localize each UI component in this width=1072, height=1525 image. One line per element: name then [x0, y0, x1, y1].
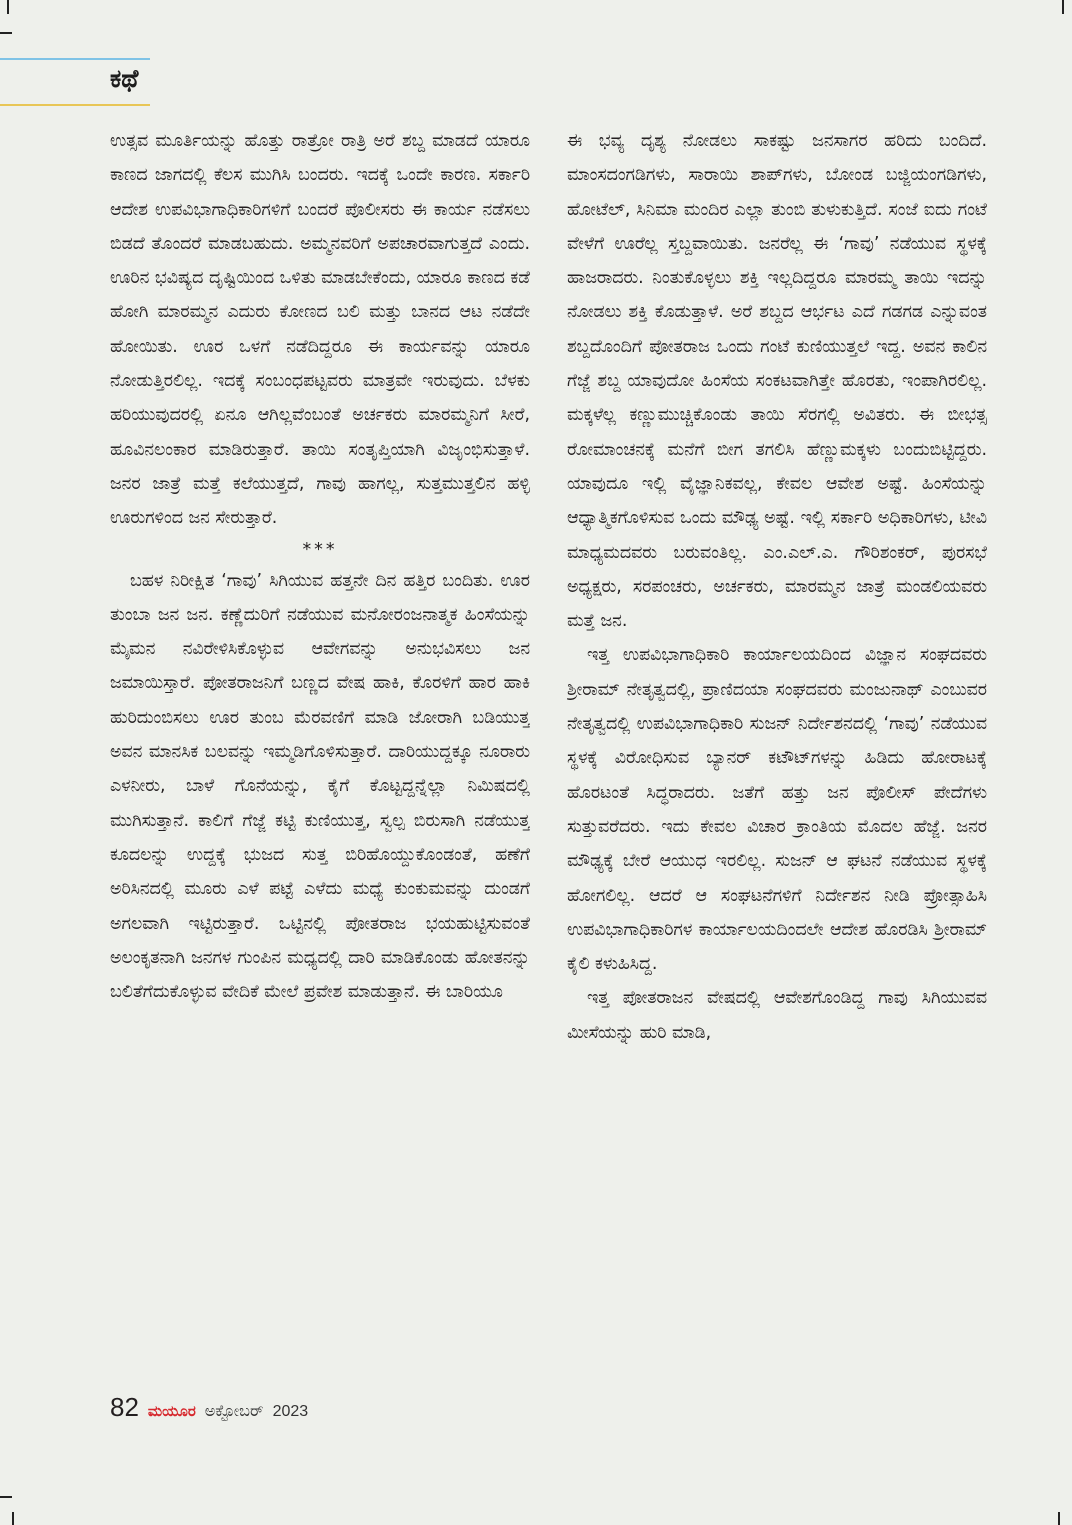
- paragraph: ಬಹಳ ನಿರೀಕ್ಷಿತ ‘ಗಾವು’ ಸಿಗಿಯುವ ಹತ್ತನೇ ದಿನ ಹತ್ತಿರ ಬಂದಿತು. ಊರ ತುಂಬಾ ಜನ ಜನ. ಕಣ್ಣೆದುರಿಗೆ ನಡೆಯುವ ಮನೋರಂಜನಾತ್ಮಕ ಹಿಂಸೆಯನ್ನು ಮೈಮನ ನವಿರೇಳಿಸಿಕೊಳ್ಳುವ ಆವೇಗವನ್ನು ಅನುಭವಿಸಲು ಜನ ಜಮಾಯಿಸ್ತಾರೆ. ಪೋತರಾಜನಿಗೆ ಬಣ್ಣದ ವೇಷ ಹಾಕಿ, ಕೊರಳಿಗೆ ಹಾರ ಹಾಕಿ ಹುರಿದುಂಬಿಸಲು ಊರ ತುಂಬ ಮೆರವಣಿಗೆ ಮಾಡಿ ಜೋರಾಗಿ ಬಡಿಯುತ್ತ ಅವನ ಮಾನಸಿಕ ಬಲವನ್ನು ಇಮ್ಮಡಿಗೊಳಿಸುತ್ತಾರೆ. ದಾರಿಯುದ್ದಕ್ಕೂ ನೂರಾರು ಎಳನೀರು, ಬಾಳೆ ಗೊನೆಯನ್ನು, ಕೈಗೆ ಕೊಟ್ಟದ್ದನ್ನೆಲ್ಲಾ ನಿಮಿಷದಲ್ಲಿ ಮುಗಿಸುತ್ತಾನೆ. ಕಾಲಿಗೆ ಗೆಜ್ಜೆ ಕಟ್ಟಿ ಕುಣಿಯುತ್ತ, ಸ್ವಲ್ಪ ಬಿರುಸಾಗಿ ನಡೆಯುತ್ತ ಕೂದಲನ್ನು ಉದ್ದಕ್ಕೆ ಭುಜದ ಸುತ್ತ ಬಿರಿಹೊಯ್ದುಕೊಂಡಂತೆ, ಹಣೆಗೆ ಅರಿಸಿನದಲ್ಲಿ ಮೂರು ಎಳೆ ಪಟ್ಟೆ ಎಳೆದು ಮಧ್ಯೆ ಕುಂಕುಮವನ್ನು ದುಂಡಗೆ ಅಗಲವಾಗಿ ಇಟ್ಟಿರುತ್ತಾರೆ. ಒಟ್ಟಿನಲ್ಲಿ ಪೋತರಾಜ ಭಯಹುಟ್ಟಿಸುವಂತೆ ಅಲಂಕೃತನಾಗಿ ಜನಗಳ ಗುಂಪಿನ ಮಧ್ಯದಲ್ಲಿ ದಾರಿ ಮಾಡಿಕೊಂಡು ಹೋತನನ್ನು ಬಲಿತೆಗೆದುಕೊಳ್ಳುವ ವೇದಿಕೆ ಮೇಲೆ ಪ್ರವೇಶ ಮಾಡುತ್ತಾನೆ. ಈ ಬಾರಿಯೂ: [110, 570, 530, 1003]
- magazine-logo: ಮಯೂರ: [147, 1402, 196, 1420]
- paragraph: ಈ ಭವ್ಯ ದೃಶ್ಯ ನೋಡಲು ಸಾಕಷ್ಟು ಜನಸಾಗರ ಹರಿದು ಬಂದಿದೆ. ಮಾಂಸದಂಗಡಿಗಳು, ಸಾರಾಯಿ ಶಾಪ್‌ಗಳು, ಬೋಂಡ ಬಜ್ಜಿಯಂಗಡಿಗಳು, ಹೋಟೆಲ್, ಸಿನಿಮಾ ಮಂದಿರ ಎಲ್ಲಾ ತುಂಬಿ ತುಳುಕುತ್ತಿದೆ. ಸಂಜೆ ಐದು ಗಂಟೆ ವೇಳೆಗೆ ಊರೆಲ್ಲ ಸ್ತಬ್ದವಾಯಿತು. ಜನರೆಲ್ಲ ಈ ‘ಗಾವು’ ನಡೆಯುವ ಸ್ಥಳಕ್ಕೆ ಹಾಜರಾದರು. ನಿಂತುಕೊಳ್ಳಲು ಶಕ್ತಿ ಇಲ್ಲದಿದ್ದರೂ ಮಾರಮ್ಮ ತಾಯಿ ಇದನ್ನು ನೋಡಲು ಶಕ್ತಿ ಕೊಡುತ್ತಾಳೆ. ಅರೆ ಶಬ್ದದ ಆರ್ಭಟ ಎದೆ ಗಡಗಡ ಎನ್ನುವಂತ ಶಬ್ದದೊಂದಿಗೆ ಪೋತರಾಜ ಒಂದು ಗಂಟೆ ಕುಣಿಯುತ್ತಲೆ ಇದ್ದ. ಅವನ ಕಾಲಿನ ಗೆಜ್ಜೆ ಶಬ್ದ ಯಾವುದೋ ಹಿಂಸೆಯ ಸಂಕಟವಾಗಿತ್ತೇ ಹೊರತು, ಇಂಪಾಗಿರಲಿಲ್ಲ. ಮಕ್ಕಳೆಲ್ಲ ಕಣ್ಣುಮುಚ್ಚಿಕೊಂಡು ತಾಯಿ ಸೆರಗಲ್ಲಿ ಅವಿತರು. ಈ ಬೀಭತ್ಸ ರೋಮಾಂಚನಕ್ಕೆ ಮನೆಗೆ ಬೀಗ ತಗಲಿಸಿ ಹೆಣ್ಣುಮಕ್ಕಳು ಬಂದುಬಿಟ್ಟಿದ್ದರು. ಯಾವುದೂ ಇಲ್ಲಿ ವೈಜ್ಞಾನಿಕವಲ್ಲ, ಕೇವಲ ಆವೇಶ ಅಷ್ಟೆ. ಹಿಂಸೆಯನ್ನು ಆಧ್ಯಾತ್ಮಿಕಗೊಳಿಸುವ ಒಂದು ಮೌಢ್ಯ ಅಷ್ಟೆ. ಇಲ್ಲಿ ಸರ್ಕಾರಿ ಅಧಿಕಾರಿಗಳು, ಟೀವಿ ಮಾಧ್ಯಮದವರು ಬರುವಂತಿಲ್ಲ. ಎಂ.ಎಲ್.ಎ. ಗೌರಿಶಂಕರ್, ಪುರಸಭೆ ಅಧ್ಯಕ್ಷರು, ಸರಪಂಚರು, ಅರ್ಚಕರು, ಮಾರಮ್ಮನ ಜಾತ್ರೆ ಮಂಡಲಿಯವರು ಮತ್ತೆ ಜನ.: [567, 131, 987, 632]
- page-footer: [110, 1392, 308, 1423]
- issue-year: 2023: [272, 1403, 309, 1420]
- crop-mark-bottom-left: [12, 1512, 14, 1525]
- page-number: 82: [110, 1392, 139, 1422]
- crop-mark-top-left: [7, 0, 9, 14]
- crop-mark-bottom-right: [1058, 1512, 1060, 1525]
- header-rule-blue: [0, 58, 150, 60]
- issue-month: ಅಕ್ಟೋಬರ್: [204, 1401, 264, 1420]
- section-label: ಕಥೆ: [110, 64, 139, 93]
- right-column: [567, 124, 987, 1374]
- left-column: [110, 124, 530, 1374]
- paragraph: ಇತ್ತ ಪೋತರಾಜನ ವೇಷದಲ್ಲಿ ಆವೇಶಗೊಂಡಿದ್ದ ಗಾವು ಸಿಗಿಯುವವ ಮೀಸೆಯನ್ನು ಹುರಿ ಮಾಡಿ,: [567, 988, 987, 1043]
- crop-mark-left-upper: [0, 32, 12, 34]
- section-break: ***: [302, 539, 338, 560]
- paragraph: ಇತ್ತ ಉಪವಿಭಾಗಾಧಿಕಾರಿ ಕಾರ್ಯಾಲಯದಿಂದ ವಿಜ್ಞಾನ ಸಂಘದವರು ಶ್ರೀರಾಮ್ ನೇತೃತ್ವದಲ್ಲಿ, ಪ್ರಾಣಿದಯಾ ಸಂಘದವರು ಮಂಜುನಾಥ್ ಎಂಬುವರ ನೇತೃತ್ವದಲ್ಲಿ ಉಪವಿಭಾಗಾಧಿಕಾರಿ ಸುಜನ್ ನಿರ್ದೇಶನದಲ್ಲಿ ‘ಗಾವು’ ನಡೆಯುವ ಸ್ಥಳಕ್ಕೆ ವಿರೋಧಿಸುವ ಬ್ಯಾನರ್ ಕಟೌಟ್‌ಗಳನ್ನು ಹಿಡಿದು ಹೋರಾಟಕ್ಕೆ ಹೊರಟಂತೆ ಸಿದ್ಧರಾದರು. ಜತೆಗೆ ಹತ್ತು ಜನ ಪೊಲೀಸ್ ಪೇದೆಗಳು ಸುತ್ತುವರೆದರು. ಇದು ಕೇವಲ ವಿಚಾರ ಕ್ರಾಂತಿಯ ಮೊದಲ ಹೆಜ್ಜೆ. ಜನರ ಮೌಢ್ಯಕ್ಕೆ ಬೇರೆ ಆಯುಧ ಇರಲಿಲ್ಲ. ಸುಜನ್ ಆ ಘಟನೆ ನಡೆಯುವ ಸ್ಥಳಕ್ಕೆ ಹೋಗಲಿಲ್ಲ. ಆದರೆ ಆ ಸಂಘಟನೆಗಳಿಗೆ ನಿರ್ದೇಶನ ನೀಡಿ ಪ್ರೋತ್ಸಾಹಿಸಿ ಉಪವಿಭಾಗಾಧಿಕಾರಿಗಳ ಕಾರ್ಯಾಲಯದಿಂದಲೇ ಆದೇಶ ಹೊರಡಿಸಿ ಶ್ರೀರಾಮ್ ಕೈಲಿ ಕಳುಹಿಸಿದ್ದ.: [567, 645, 987, 975]
- crop-mark-top-right: [1062, 0, 1064, 14]
- crop-mark-left-lower: [0, 1496, 12, 1498]
- paragraph: ಉತ್ಸವ ಮೂರ್ತಿಯನ್ನು ಹೊತ್ತು ರಾತ್ರೋ ರಾತ್ರಿ ಅರೆ ಶಬ್ದ ಮಾಡದೆ ಯಾರೂ ಕಾಣದ ಜಾಗದಲ್ಲಿ ಕೆಲಸ ಮುಗಿಸಿ ಬಂದರು. ಇದಕ್ಕೆ ಒಂದೇ ಕಾರಣ. ಸರ್ಕಾರಿ ಆದೇಶ ಉಪವಿಭಾಗಾಧಿಕಾರಿಗಳಿಗೆ ಬಂದರೆ ಪೊಲೀಸರು ಈ ಕಾರ್ಯ ನಡೆಸಲು ಬಿಡದೆ ತೊಂದರೆ ಮಾಡಬಹುದು. ಅಮ್ಮನವರಿಗೆ ಅಪಚಾರವಾಗುತ್ತದೆ ಎಂದು. ಊರಿನ ಭವಿಷ್ಯದ ದೃಷ್ಟಿಯಿಂದ ಒಳಿತು ಮಾಡಬೇಕೆಂದು, ಯಾರೂ ಕಾಣದ ಕಡೆ ಹೋಗಿ ಮಾರಮ್ಮನ ಎದುರು ಕೋಣದ ಬಲಿ ಮತ್ತು ಬಾನದ ಆಟ ನಡೆದೇ ಹೋಯಿತು. ಊರ ಒಳಗೆ ನಡೆದಿದ್ದರೂ ಈ ಕಾರ್ಯವನ್ನು ಯಾರೂ ನೋಡುತ್ತಿರಲಿಲ್ಲ. ಇದಕ್ಕೆ ಸಂಬಂಧಪಟ್ಟವರು ಮಾತ್ರವೇ ಇರುವುದು. ಬೆಳಕು ಹರಿಯುವುದರಲ್ಲಿ ಏನೂ ಆಗಿಲ್ಲವೆಂಬಂತೆ ಅರ್ಚಕರು ಮಾರಮ್ಮನಿಗೆ ಸೀರೆ, ಹೂವಿನಲಂಕಾರ ಮಾಡಿರುತ್ತಾರೆ. ತಾಯಿ ಸಂತೃಪ್ತಿಯಾಗಿ ವಿಜೃಂಭಿಸುತ್ತಾಳೆ. ಜನರ ಜಾತ್ರೆ ಮತ್ತೆ ಕಲೆಯುತ್ತದೆ, ಗಾವು ಹಾಗಲ್ಲ, ಸುತ್ತಮುತ್ತಲಿನ ಹಳ್ಳಿ ಊರುಗಳಿಂದ ಜನ ಸೇರುತ್ತಾರೆ.: [110, 131, 530, 529]
- header-rule-yellow: [0, 104, 150, 106]
